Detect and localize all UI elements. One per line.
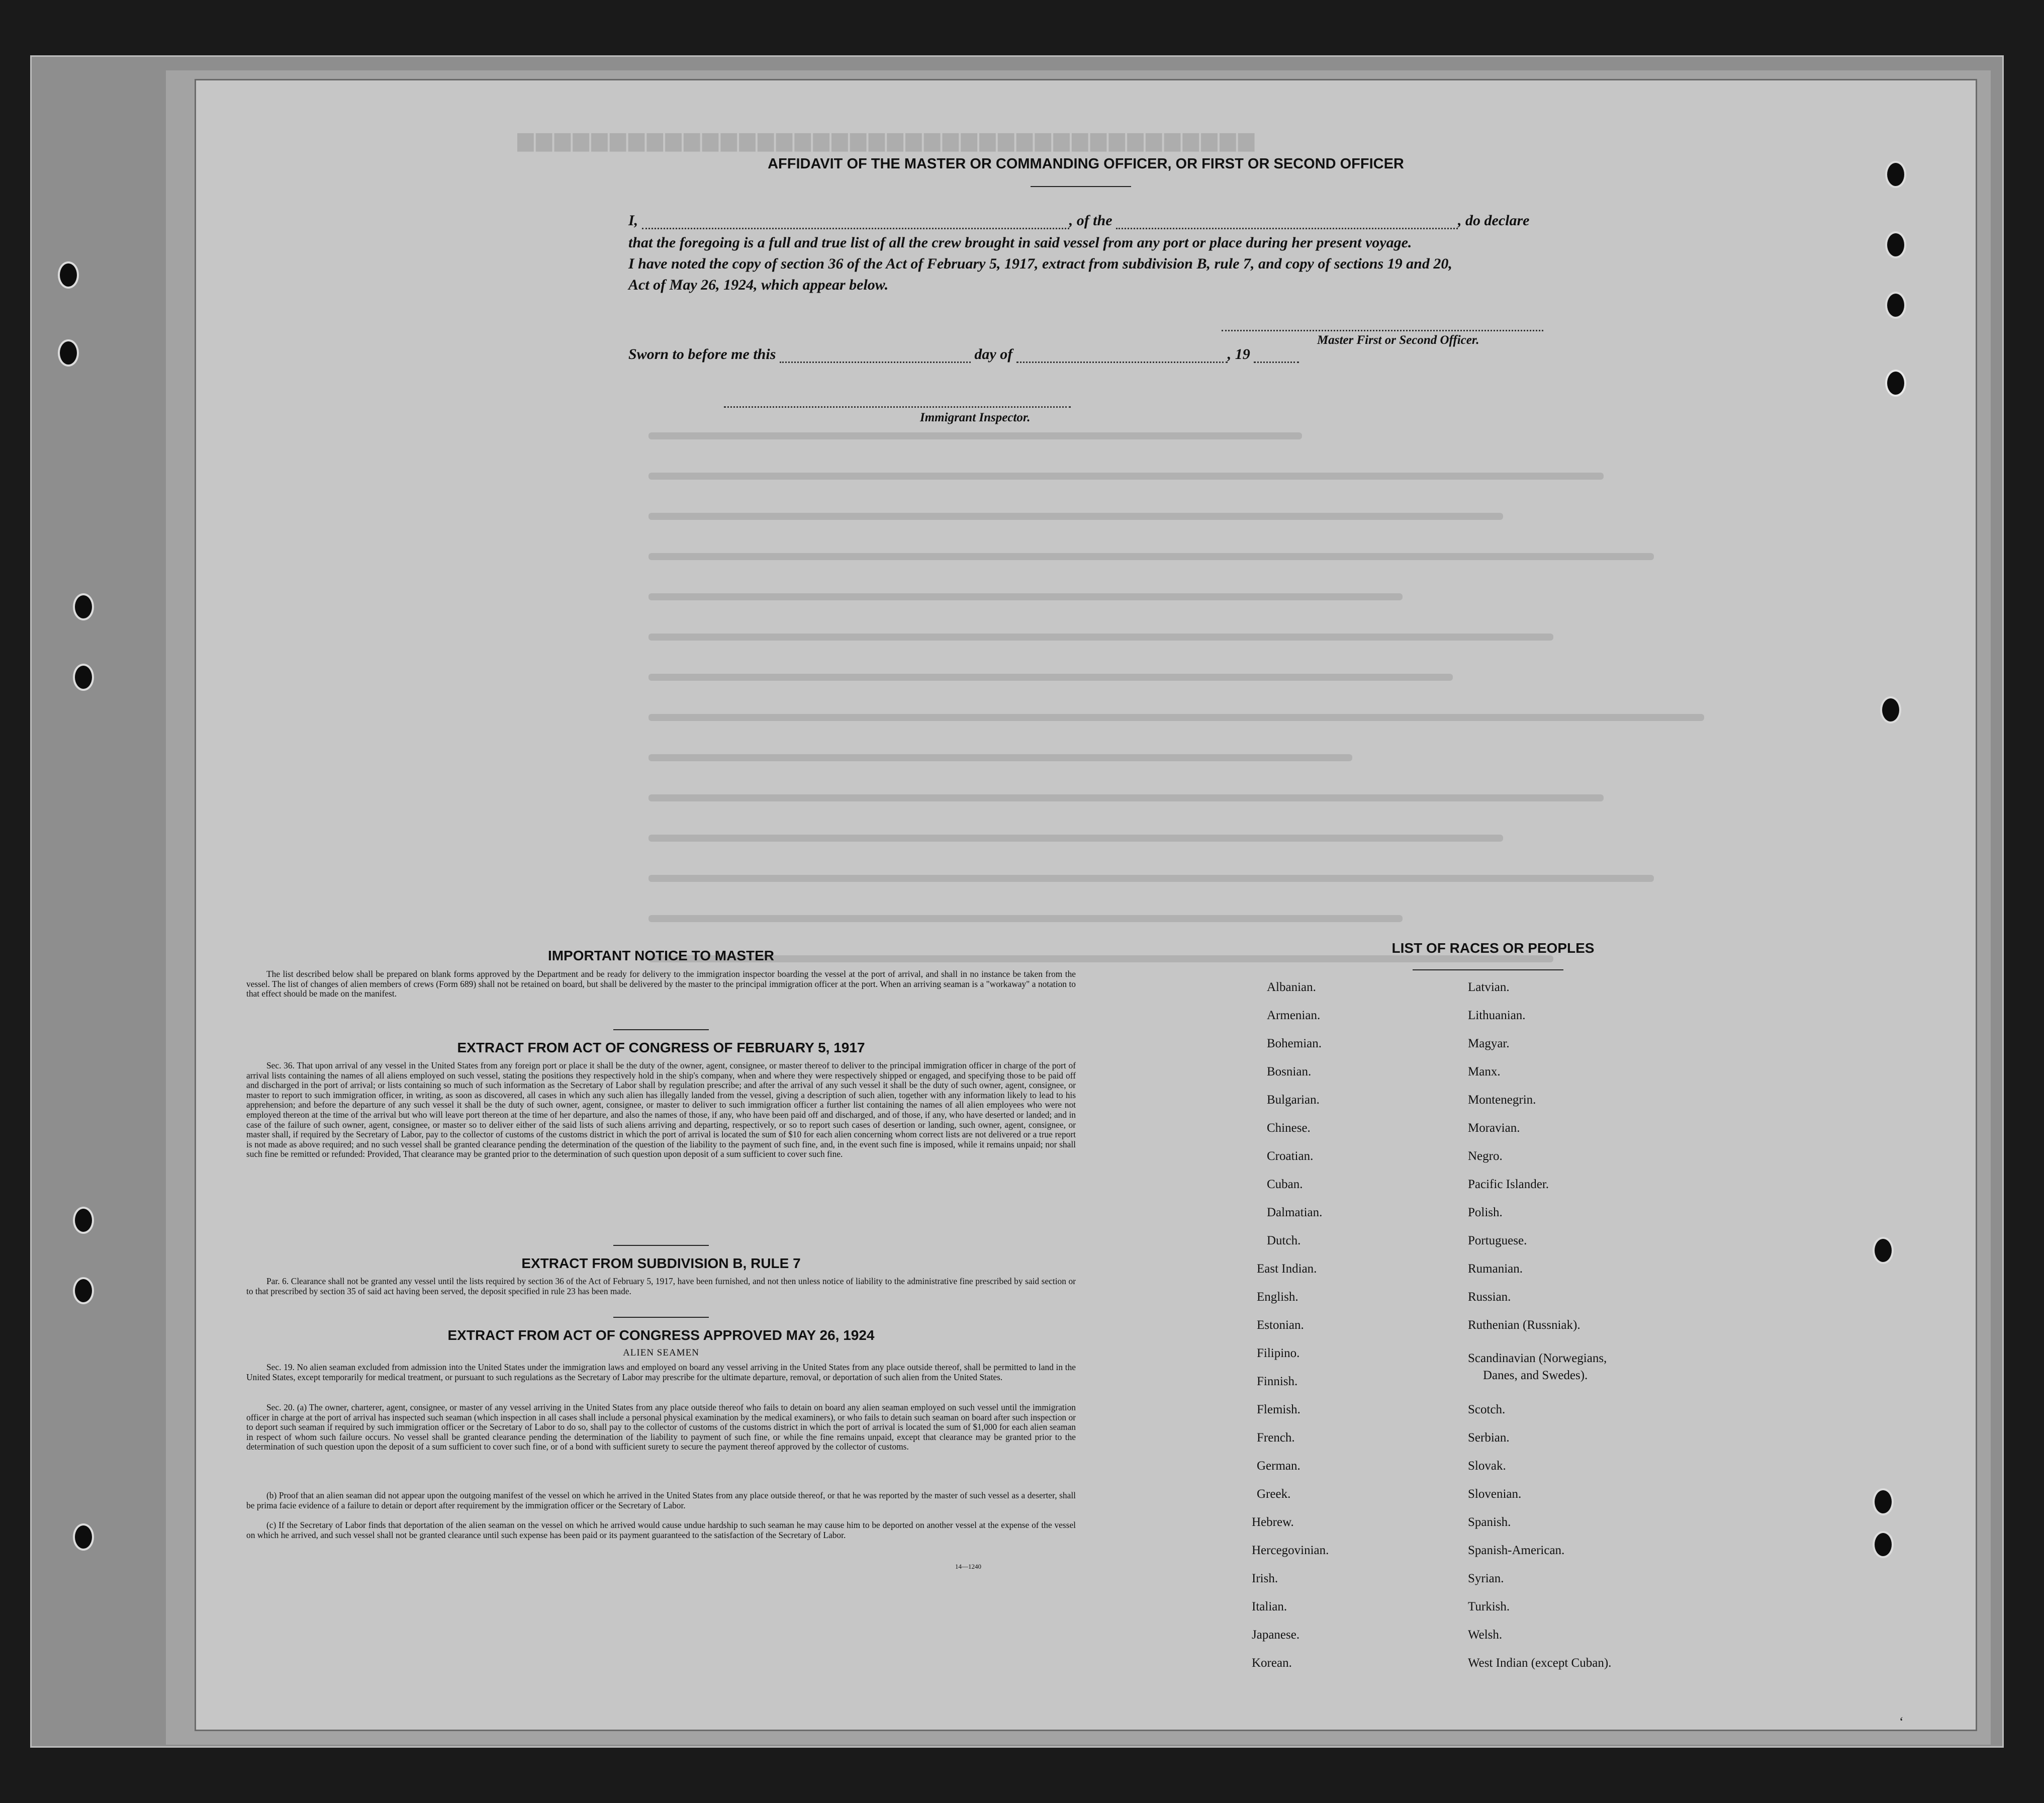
- race-item: Dutch.: [1267, 1234, 1301, 1247]
- race-item: West Indian (except Cuban).: [1468, 1656, 1612, 1670]
- race-item: Negro.: [1468, 1149, 1503, 1163]
- race-item: French.: [1257, 1431, 1295, 1445]
- race-item: German.: [1257, 1459, 1300, 1473]
- race-item: Bosnian.: [1267, 1065, 1312, 1078]
- race-item: Albanian.: [1267, 980, 1316, 994]
- bleed-through-header: ▆▆▆▆▆▆▆▆▆▆▆▆▆▆▆▆▆▆▆▆▆▆▆▆▆▆▆▆▆▆▆▆▆▆▆▆▆▆▆▆: [518, 129, 1257, 151]
- rule7-title: EXTRACT FROM SUBDIVISION B, RULE 7: [521, 1255, 801, 1271]
- race-item: Montenegrin.: [1468, 1093, 1536, 1107]
- affidavit-i-label: I,: [628, 212, 638, 229]
- master-signature-caption: Master First or Second Officer.: [1317, 333, 1479, 347]
- alien-seamen-subtitle: ALIEN SEAMEN: [623, 1347, 699, 1358]
- binder-hole: [73, 593, 94, 620]
- race-item: Latvian.: [1468, 980, 1510, 994]
- binder-hole: [1885, 292, 1906, 319]
- race-item: Croatian.: [1267, 1149, 1314, 1163]
- race-item: Manx.: [1468, 1065, 1501, 1078]
- sec20a-text: Sec. 20. (a) The owner, charterer, agent, consignee, or master of any vessel arriving in the United States from any place outside thereof who fails to detain on board any alien seaman employed on such vessel until the immigration officer in charge at the port of arrival has inspected such seaman (which inspection in all cases shall include a personal physical examination by the medical examiners), or who fails to detain such seaman on board after such inspection or to deport such seaman if required by such immigration officer or the Secretary of Labor to do so, shall pay to the collector of customs of the customs district in which the port of arrival is located the sum of $1,000 for each alien seaman in respect of whom such failure occurs. No vessel shall be granted clearance pending the determination of the liability to payment of such fine, or while the fine remains unpaid, except that clearance may be granted prior to the determination of such question upon the deposit of a sum sufficient to cover such fine, or of a bond with sufficient surety to secure the payment thereof approved by the collector of customs.: [246, 1402, 1076, 1452]
- inspector-caption: Immigrant Inspector.: [920, 411, 1031, 424]
- bleed-through-row: [648, 835, 1503, 842]
- race-item: Bulgarian.: [1267, 1093, 1320, 1107]
- bleed-through-row: [648, 674, 1453, 681]
- race-item: Irish.: [1252, 1572, 1278, 1585]
- race-item: Slovak.: [1468, 1459, 1506, 1473]
- bleed-through-row: [648, 593, 1403, 600]
- race-item: Magyar.: [1468, 1037, 1510, 1050]
- notice-title: IMPORTANT NOTICE TO MASTER: [547, 948, 775, 963]
- affidavit-of-label: , of the: [1069, 212, 1112, 229]
- binder-hole: [1885, 231, 1906, 258]
- affidavit-line-3: I have noted the copy of section 36 of the Act of February 5, 1917, extract from subdivision B, rule 7, and copy of sections 19 and 20,: [628, 255, 1452, 272]
- bleed-through-row: [648, 714, 1704, 721]
- race-item: Syrian.: [1468, 1572, 1504, 1585]
- affidavit-line-1: [628, 212, 1529, 229]
- form-page: [196, 80, 1976, 1730]
- race-item: Filipino.: [1257, 1346, 1300, 1360]
- bleed-through-row: [648, 513, 1503, 520]
- sworn-label: Sworn to before me this: [628, 346, 776, 363]
- sworn-month-field[interactable]: [1016, 349, 1228, 363]
- rule7-rule: [613, 1317, 709, 1318]
- bleed-through-row: [648, 915, 1403, 922]
- race-item: Cuban.: [1267, 1178, 1303, 1191]
- master-signature-field[interactable]: [1222, 317, 1543, 331]
- extract-1917-rule: [613, 1245, 709, 1246]
- sworn-line: [628, 346, 1299, 363]
- affidavit-title: AFFIDAVIT OF THE MASTER OR COMMANDING OFFICER, OR FIRST OR SECOND OFFICER: [768, 156, 1404, 172]
- race-item: Turkish.: [1468, 1600, 1510, 1613]
- bleed-through-row: [648, 553, 1654, 560]
- binder-hole: [1873, 1237, 1894, 1264]
- race-item: Finnish.: [1257, 1375, 1298, 1388]
- notice-text: The list described below shall be prepared on blank forms approved by the Department and be ready for delivery to the immigration inspector boarding the vessel at the port of arrival, and shall in no instance be taken from the vessel. The list of changes of alien members of crews (Form 689) shall not be retained on board, but shall be delivered by the master to the principal immigration officer at the port. When an arriving seaman is a "workaway" a notation to that effect should be made on the manifest.: [246, 969, 1076, 999]
- race-item: Italian.: [1252, 1600, 1287, 1613]
- binder-hole: [1885, 161, 1906, 188]
- races-title: LIST OF RACES OR PEOPLES: [1391, 940, 1595, 956]
- race-item: Hebrew.: [1252, 1515, 1294, 1529]
- race-item: Serbian.: [1468, 1431, 1510, 1445]
- bleed-through-row: [648, 794, 1604, 801]
- sworn-year-field[interactable]: [1254, 349, 1299, 363]
- race-item: Chinese.: [1267, 1121, 1311, 1135]
- race-item: Korean.: [1252, 1656, 1292, 1670]
- race-item: Japanese.: [1252, 1628, 1300, 1642]
- binder-hole: [1880, 696, 1901, 724]
- race-item: Greek.: [1257, 1487, 1291, 1501]
- title-rule: [1031, 186, 1131, 187]
- day-of-label: day of: [974, 346, 1013, 363]
- affidavit-declare-label: , do declare: [1458, 212, 1530, 229]
- race-item: Armenian.: [1267, 1009, 1321, 1022]
- race-item: Scandinavian (Norwegians,: [1468, 1351, 1607, 1365]
- vessel-name-field[interactable]: [1116, 216, 1458, 229]
- binder-hole: [58, 261, 79, 289]
- race-item: Welsh.: [1468, 1628, 1503, 1642]
- inspector-signature-field[interactable]: [724, 393, 1071, 408]
- race-item: Polish.: [1468, 1206, 1503, 1219]
- declarant-name-field[interactable]: [642, 216, 1069, 229]
- sec20b-text: (b) Proof that an alien seaman did not appear upon the outgoing manifest of the vessel on which he arrived in the United States from any place outside thereof, or that he was reported by the master of such vessel as a deserter, shall be prima facie evidence of a failure to detain or deport after requirement by the immigration officer or the Secretary of Labor.: [246, 1490, 1076, 1510]
- binder-hole: [1873, 1488, 1894, 1515]
- races-rule: [1413, 969, 1563, 970]
- race-item: Ruthenian (Russniak).: [1468, 1318, 1581, 1332]
- page-corner-mark: ʻ: [1899, 1715, 1904, 1729]
- bleed-through-row: [648, 754, 1352, 761]
- extract-1924-title: EXTRACT FROM ACT OF CONGRESS APPROVED MAY 26, 1924: [447, 1327, 875, 1343]
- race-item: Dalmatian.: [1267, 1206, 1323, 1219]
- race-item: Danes, and Swedes).: [1483, 1369, 1588, 1382]
- race-item: Pacific Islander.: [1468, 1178, 1549, 1191]
- bleed-through-row: [648, 634, 1553, 641]
- sworn-day-field[interactable]: [780, 349, 971, 363]
- race-item: Flemish.: [1257, 1403, 1300, 1416]
- race-item: Lithuanian.: [1468, 1009, 1526, 1022]
- race-item: East Indian.: [1257, 1262, 1317, 1276]
- bleed-through-row: [648, 473, 1604, 480]
- bleed-through-row: [648, 432, 1302, 439]
- binder-hole: [58, 339, 79, 367]
- race-item: Moravian.: [1468, 1121, 1520, 1135]
- race-item: Hercegovinian.: [1252, 1544, 1329, 1557]
- extract-1917-text: Sec. 36. That upon arrival of any vessel in the United States from any foreign port or place it shall be the duty of the owner, agent, consignee, or master thereof to deliver to the principal immigration officer in charge of the port of arrival lists containing the names of all aliens employed on such vessel, stating the positions they respectively hold in the ship's company, when and where they were respectively shipped or engaged, and specifying those to be paid off and discharged in the port of arrival; or lists containing so much of such information as the Secretary of Labor shall by regulation prescribe; and after the arrival of any such vessel it shall be the duty of such owner, agent, consignee, or master to report to such immigration officer, in writing, as soon as discovered, all cases in which any such alien has illegally landed from the vessel, giving a description of such alien, together with any information likely to lead to his apprehension; and before the departure of any such vessel it shall be the duty of such owner, agent, consignee, or master to deliver to such immigration officer a further list containing the names of all alien employees who were not employed thereon at the time of the arrival but who will leave port thereon at the time of her departure, and also the names of those, if any, who have been paid off and discharged, and of those, if any, who have deserted or landed; and in case of the failure of such owner, agent, consignee, or master so to deliver either of the said lists of such aliens arriving and departing, respectively, or so to report such cases of desertion or landing, such owner, agent, consignee, or master shall, if required by the Secretary of Labor, pay to the collector of customs of the customs district in which the port of arrival is located the sum of $10 for each alien concerning whom correct lists are not delivered or a true report is not made as above required; and no such vessel shall be granted clearance pending the determination of the question of the liability to the payment of such fine, and, in the event such fine is imposed, while it remains unpaid; nor shall such fine be remitted or refunded: Provided, That clearance may be granted prior to the determination of such question upon deposit of a sum sufficient to cover such fine.: [246, 1060, 1076, 1159]
- binder-hole: [1885, 370, 1906, 397]
- binder-hole: [73, 1523, 94, 1551]
- race-item: Spanish.: [1468, 1515, 1511, 1529]
- binder-hole: [73, 1277, 94, 1304]
- notice-rule: [613, 1029, 709, 1030]
- form-number: 14—1240: [955, 1563, 981, 1570]
- race-item: Bohemian.: [1267, 1037, 1322, 1050]
- race-item: Estonian.: [1257, 1318, 1304, 1332]
- sec20c-text: (c) If the Secretary of Labor finds that deportation of the alien seaman on the vessel on which he arrived would cause undue hardship to such seaman he may cause him to be deported on another vessel at the expense of the vessel on which he arrived, and such vessel shall not be granted clearance until such expense has been paid or its payment guaranteed to the satisfaction of the Secretary of Labor.: [246, 1520, 1076, 1540]
- year-prefix-label: , 19: [1227, 346, 1250, 363]
- sec19-text: Sec. 19. No alien seaman excluded from admission into the United States under the immigration laws and employed on board any vessel arriving in the United States from any place outside thereof, shall be permitted to land in the United States, except temporarily for medical treatment, or pursuant to such regulations as the Secretary of Labor may prescribe for the ultimate departure, removal, or deportation of such alien from the United States.: [246, 1362, 1076, 1382]
- affidavit-line-2: that the foregoing is a full and true list of all the crew brought in said vessel from any port or place during her present voyage.: [628, 234, 1412, 251]
- extract-1917-title: EXTRACT FROM ACT OF CONGRESS OF FEBRUARY 5, 1917: [457, 1040, 865, 1055]
- race-item: English.: [1257, 1290, 1298, 1304]
- race-item: Spanish-American.: [1468, 1544, 1565, 1557]
- race-item: Rumanian.: [1468, 1262, 1523, 1276]
- bleed-through-row: [648, 875, 1654, 882]
- race-item: Portuguese.: [1468, 1234, 1527, 1247]
- race-item: Russian.: [1468, 1290, 1511, 1304]
- race-item: Scotch.: [1468, 1403, 1506, 1416]
- rule7-text: Par. 6. Clearance shall not be granted any vessel until the lists required by section 36 of the Act of February 5, 1917, have been furnished, and not then unless notice of liability to the administrative fine prescribed by said section or to that prescribed by section 35 of said act having been served, the deposit specified in rule 23 has been made.: [246, 1276, 1076, 1296]
- binder-hole: [73, 1207, 94, 1234]
- affidavit-line-4: Act of May 26, 1924, which appear below.: [628, 277, 889, 293]
- race-item: Slovenian.: [1468, 1487, 1522, 1501]
- binder-hole: [73, 664, 94, 691]
- binder-hole: [1873, 1531, 1894, 1558]
